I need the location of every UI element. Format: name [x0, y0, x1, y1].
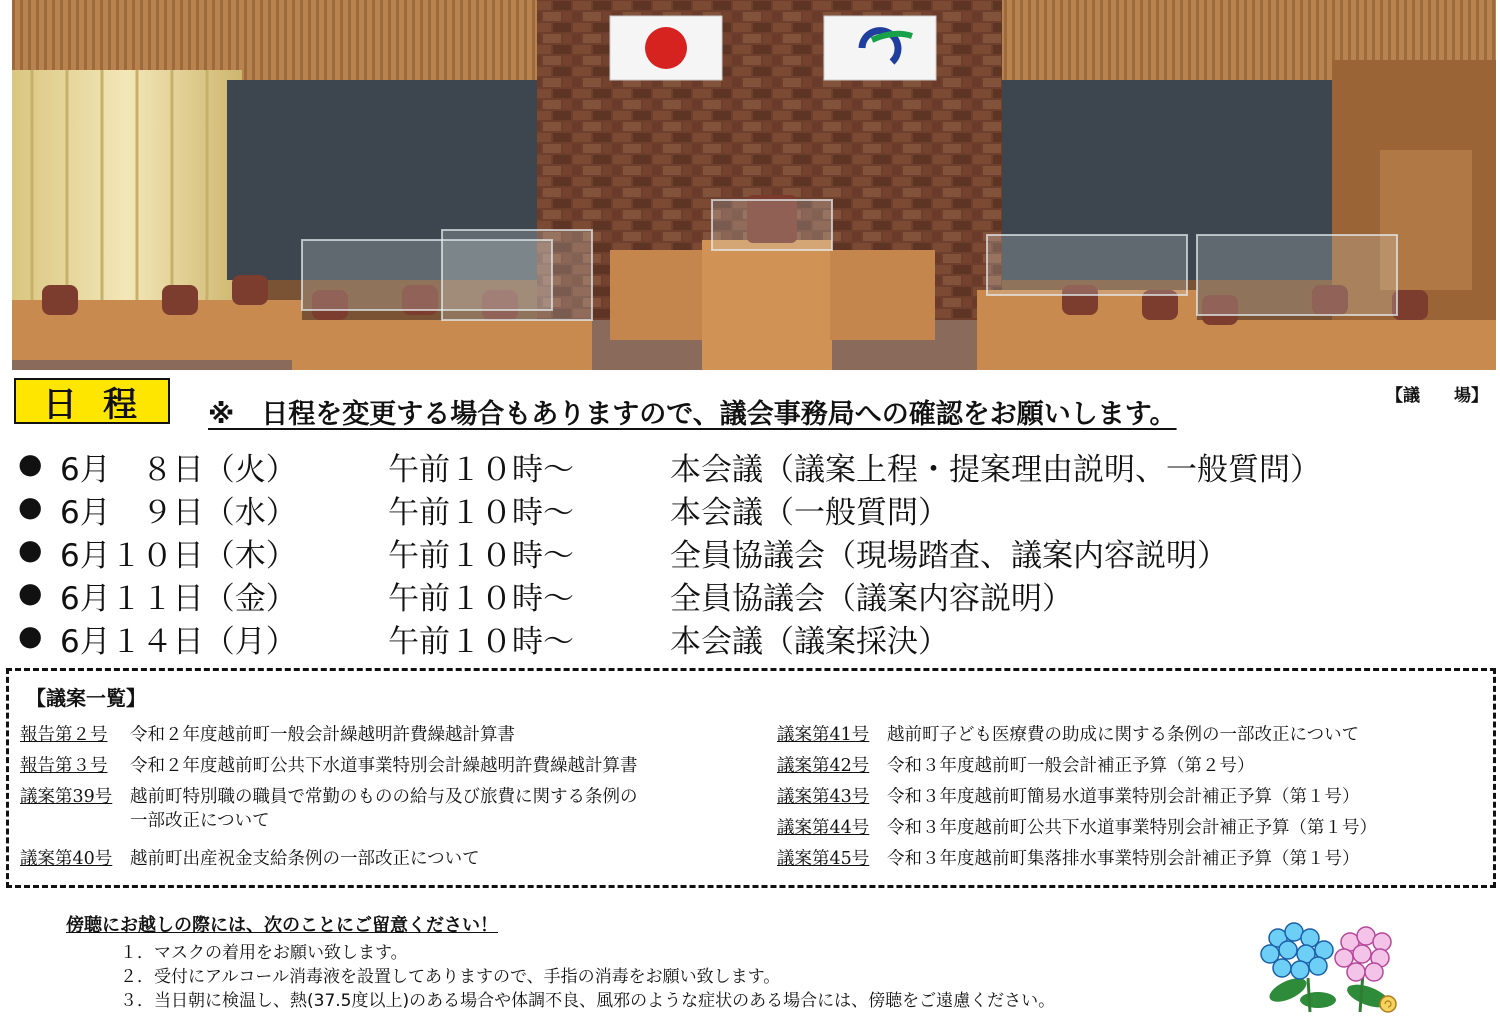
schedule-time: 午前１０時～ [388, 581, 574, 617]
bill-number: 議案第45号 [777, 849, 870, 869]
schedule-time: 午前１０時～ [388, 452, 574, 488]
bill-number: 報告第２号 [20, 725, 108, 745]
schedule-time: 午前１０時～ [388, 624, 574, 660]
schedule-badge: 日程 [14, 378, 170, 424]
schedule-event: 本会議（議案上程・提案理由説明、一般質問） [670, 452, 1321, 488]
bill-title: 越前町出産祝金支給条例の一部改正について [130, 849, 480, 869]
bill-number: 議案第40号 [20, 849, 113, 869]
schedule-date: 6月 ８日（火） [60, 452, 297, 488]
notice-heading: 傍聴にお越しの際には、次のことにご留意ください！ [66, 915, 498, 936]
bullet: ● [18, 447, 43, 480]
bill-title: 令和２年度越前町公共下水道事業特別会計繰越明許費繰越計算書 [130, 756, 638, 776]
notice-item: ３．当日朝に検温し、熱(37.5度以上)のある場合や体調不良、風邪のような症状のある場合には、傍聴をご遠慮ください。 [120, 991, 1056, 1011]
schedule-change-note: ※ 日程を変更する場合もありますので、議会事務局への確認をお願いします。 [208, 399, 1177, 430]
bill-title: 令和２年度越前町一般会計繰越明許費繰越計算書 [130, 725, 515, 745]
schedule-date: 6月１４日（月） [60, 624, 297, 660]
bill-number: 議案第43号 [777, 787, 870, 807]
bill-title: 令和３年度越前町一般会計補正予算（第２号） [887, 756, 1255, 776]
notice-item: ２．受付にアルコール消毒液を設置してありますので、手指の消毒をお願い致します。 [120, 967, 781, 987]
bill-title: 令和３年度越前町集落排水事業特別会計補正予算（第１号） [887, 849, 1360, 869]
bill-number: 議案第39号 [20, 787, 113, 807]
bill-title-continued: 一部改正について [130, 811, 270, 831]
bullet: ● [18, 576, 43, 609]
bill-title: 令和３年度越前町簡易水道事業特別会計補正予算（第１号） [887, 787, 1360, 807]
bullet: ● [18, 533, 43, 566]
schedule-time: 午前１０時～ [388, 538, 574, 574]
bill-number: 議案第44号 [777, 818, 870, 838]
schedule-event: 本会議（議案採決） [670, 624, 949, 660]
schedule-date: 6月 ９日（水） [60, 495, 297, 531]
notice-item: １．マスクの着用をお願い致します。 [120, 943, 408, 963]
assembly-hall-photo [12, 0, 1496, 370]
bill-list-heading: 【議案一覧】 [26, 686, 146, 710]
bullet: ● [18, 619, 43, 652]
bill-title: 越前町子ども医療費の助成に関する条例の一部改正について [887, 725, 1360, 745]
bullet: ● [18, 490, 43, 523]
schedule-event: 全員協議会（議案内容説明） [670, 581, 1073, 617]
schedule-event: 全員協議会（現場踏査、議案内容説明） [670, 538, 1228, 574]
bill-title: 令和３年度越前町公共下水道事業特別会計補正予算（第１号） [887, 818, 1377, 838]
schedule-date: 6月１０日（木） [60, 538, 297, 574]
hydrangea-illustration [1248, 918, 1418, 1018]
bill-number: 議案第41号 [777, 725, 870, 745]
schedule-event: 本会議（一般質問） [670, 495, 949, 531]
bill-number: 議案第42号 [777, 756, 870, 776]
bill-title: 越前町特別職の職員で常勤のものの給与及び旅費に関する条例の [130, 787, 638, 807]
photo-caption: 【議 場】 [1386, 386, 1488, 406]
bill-number: 報告第３号 [20, 756, 108, 776]
schedule-date: 6月１１日（金） [60, 581, 297, 617]
schedule-time: 午前１０時～ [388, 495, 574, 531]
